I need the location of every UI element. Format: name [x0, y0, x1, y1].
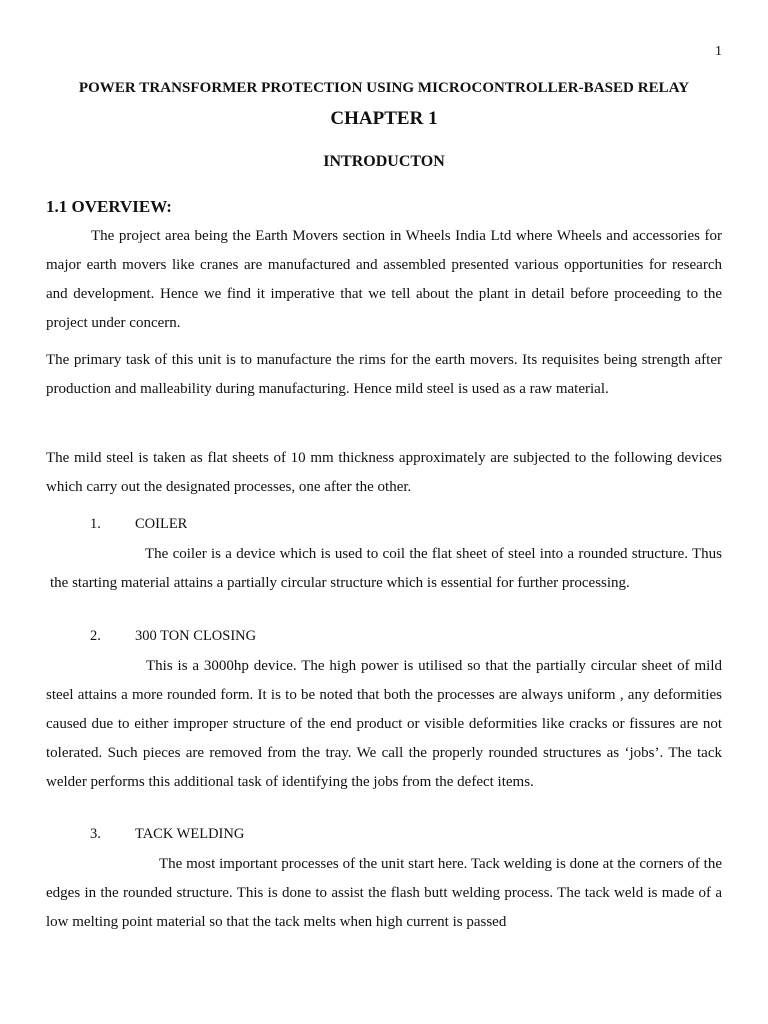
chapter-title: INTRODUCTON	[323, 153, 445, 170]
list-item-heading	[90, 826, 244, 843]
page-number: 1	[715, 44, 722, 59]
list-item-text: The coiler is a device which is used to coil the flat sheet of steel into a rounded structure. Thus the starting material attains a partially circular structure which is essential for further processing.	[50, 546, 722, 591]
section-heading: 1.1 OVERVIEW:	[46, 197, 172, 216]
list-item-heading	[90, 628, 256, 645]
list-item-text: The most important processes of the unit start here. Tack welding is done at the corners of the edges in the rounded structure. This is done to assist the flash butt welding process. The tack weld is made of a low melting point material so that the tack melts when high current is passed	[46, 856, 722, 930]
list-item-title: TACK WELDING	[135, 826, 245, 842]
list-item-title: COILER	[135, 516, 188, 532]
document-title: POWER TRANSFORMER PROTECTION USING MICROCONTROLLER-BASED RELAY	[78, 80, 690, 96]
list-item-number: 1.	[90, 516, 101, 532]
list-item-number: 3.	[90, 826, 101, 842]
chapter-heading: CHAPTER 1	[330, 108, 438, 129]
paragraph-primary-task: The primary task of this unit is to manufacture the rims for the earth movers. Its requisites being strength after production and malleability during manufacturing. Hence mild steel is used as a raw material.	[46, 352, 722, 397]
list-item-heading	[90, 516, 187, 533]
list-item-number: 2.	[90, 628, 101, 644]
list-item-title: 300 TON CLOSING	[135, 628, 257, 644]
paragraph-overview: The project area being the Earth Movers section in Wheels India Ltd where Wheels and accessories for major earth movers like cranes are manufactured and assembled presented various opportunities for research and development. Hence we find it imperative that we tell about the plant in detail before proceeding to the project under concern.	[46, 228, 722, 331]
paragraph-mild-steel: The mild steel is taken as flat sheets of 10 mm thickness approximately are subjected to the following devices which carry out the designated processes, one after the other.	[46, 450, 722, 495]
list-item-text: This is a 3000hp device. The high power is utilised so that the partially circular sheet of mild steel attains a more rounded form. It is to be noted that both the processes are always uniform , any deformities caused due to either improper structure of the end product or visible deformities like cracks or fissures are not tolerated. Such pieces are removed from the tray. We call the properly rounded structures as ‘jobs’. The tack welder performs this additional task of identifying the jobs from the defect items.	[46, 658, 722, 790]
